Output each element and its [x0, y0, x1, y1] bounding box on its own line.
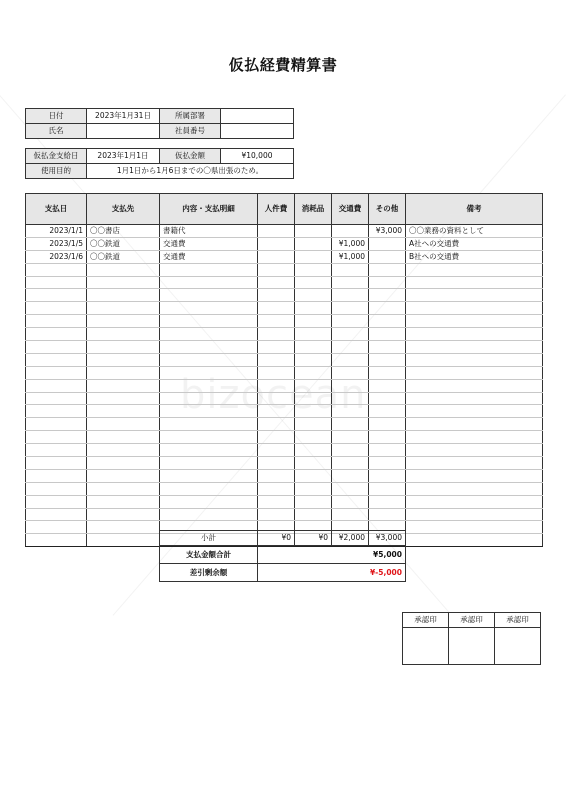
table-row: [26, 353, 543, 366]
cell-personnel[interactable]: [258, 341, 295, 354]
cell-transport[interactable]: [332, 379, 369, 392]
purpose-field[interactable]: 1月1日から1月6日までの〇県出張のため。: [87, 164, 294, 179]
total-label: 支払金額合計: [160, 546, 258, 564]
cell-detail[interactable]: [160, 418, 258, 431]
cell-transport[interactable]: [332, 353, 369, 366]
cell-other[interactable]: [369, 418, 406, 431]
cell-date[interactable]: [26, 263, 87, 276]
cell-supplies[interactable]: [295, 379, 332, 392]
cell-detail[interactable]: 交通費: [160, 250, 258, 263]
cell-supplies[interactable]: [295, 237, 332, 250]
cell-note[interactable]: B社への交通費: [406, 250, 543, 263]
cell-payee[interactable]: [87, 289, 160, 302]
cell-date[interactable]: [26, 469, 87, 482]
cell-transport[interactable]: [332, 469, 369, 482]
table-row: [26, 405, 543, 418]
stamp-label: 承認印: [403, 613, 449, 628]
cell-personnel[interactable]: [258, 444, 295, 457]
cell-supplies[interactable]: [295, 341, 332, 354]
cell-transport[interactable]: [332, 457, 369, 470]
dept-field[interactable]: [221, 109, 294, 124]
table-row: [26, 289, 543, 302]
cell-transport[interactable]: [332, 418, 369, 431]
cell-payee[interactable]: [87, 457, 160, 470]
cell-transport[interactable]: [332, 495, 369, 508]
cell-payee[interactable]: [87, 366, 160, 379]
cell-supplies[interactable]: [295, 495, 332, 508]
cell-note[interactable]: [406, 444, 543, 457]
cell-detail[interactable]: [160, 328, 258, 341]
name-field[interactable]: [87, 124, 160, 139]
advance-amount-field[interactable]: ¥10,000: [221, 149, 294, 164]
cell-detail[interactable]: [160, 276, 258, 289]
cell-detail[interactable]: [160, 495, 258, 508]
cell-supplies[interactable]: [295, 457, 332, 470]
cell-other[interactable]: [369, 263, 406, 276]
cell-payee[interactable]: [87, 353, 160, 366]
cell-date[interactable]: [26, 405, 87, 418]
cell-other[interactable]: [369, 302, 406, 315]
table-row: [26, 341, 543, 354]
cell-note[interactable]: [406, 405, 543, 418]
table-row: [26, 508, 543, 521]
cell-detail[interactable]: [160, 431, 258, 444]
cell-date[interactable]: 2023/1/6: [26, 250, 87, 263]
cell-other[interactable]: [369, 379, 406, 392]
cell-payee[interactable]: [87, 315, 160, 328]
cell-supplies[interactable]: [295, 508, 332, 521]
cell-personnel[interactable]: [258, 405, 295, 418]
cell-supplies[interactable]: [295, 366, 332, 379]
cell-detail[interactable]: 交通費: [160, 237, 258, 250]
cell-detail[interactable]: [160, 302, 258, 315]
cell-note[interactable]: [406, 431, 543, 444]
cell-personnel[interactable]: [258, 379, 295, 392]
cell-other[interactable]: [369, 457, 406, 470]
cell-payee[interactable]: [87, 534, 160, 547]
cell-date[interactable]: [26, 444, 87, 457]
cell-date[interactable]: [26, 341, 87, 354]
cell-note[interactable]: [406, 276, 543, 289]
cell-payee[interactable]: [87, 521, 160, 534]
table-row: [26, 302, 543, 315]
subtotal-other: ¥3,000: [369, 531, 406, 546]
cell-transport[interactable]: [332, 392, 369, 405]
stamp-box[interactable]: [403, 628, 449, 665]
table-row: [26, 469, 543, 482]
cell-other[interactable]: [369, 250, 406, 263]
cell-date[interactable]: [26, 276, 87, 289]
cell-transport[interactable]: [332, 431, 369, 444]
cell-personnel[interactable]: [258, 353, 295, 366]
cell-payee[interactable]: [87, 392, 160, 405]
cell-other[interactable]: [369, 444, 406, 457]
cell-date[interactable]: [26, 315, 87, 328]
summary-table: [159, 530, 406, 582]
cell-note[interactable]: [406, 457, 543, 470]
page-title: 仮払経費精算書: [228, 56, 338, 74]
table-row: [26, 418, 543, 431]
cell-transport[interactable]: [332, 302, 369, 315]
cell-date[interactable]: [26, 418, 87, 431]
cell-note[interactable]: [406, 534, 543, 547]
cell-note[interactable]: [406, 328, 543, 341]
cell-detail[interactable]: [160, 366, 258, 379]
date-label: 日付: [26, 109, 87, 124]
table-row: [26, 379, 543, 392]
cell-detail[interactable]: [160, 482, 258, 495]
cell-other[interactable]: [369, 328, 406, 341]
cell-note[interactable]: [406, 366, 543, 379]
cell-detail[interactable]: [160, 392, 258, 405]
cell-detail[interactable]: [160, 263, 258, 276]
table-row: [26, 495, 543, 508]
cell-date[interactable]: [26, 328, 87, 341]
col-header-detail: 内容・支払明細: [160, 194, 258, 225]
cell-other[interactable]: ¥3,000: [369, 225, 406, 238]
cell-other[interactable]: [369, 289, 406, 302]
cell-date[interactable]: [26, 379, 87, 392]
cell-transport[interactable]: [332, 276, 369, 289]
cell-payee[interactable]: 〇〇鉄道: [87, 250, 160, 263]
cell-transport[interactable]: [332, 482, 369, 495]
cell-payee[interactable]: [87, 444, 160, 457]
cell-note[interactable]: [406, 482, 543, 495]
cell-personnel[interactable]: [258, 508, 295, 521]
cell-personnel[interactable]: [258, 457, 295, 470]
cell-supplies[interactable]: [295, 482, 332, 495]
table-row: [26, 263, 543, 276]
cell-payee[interactable]: [87, 379, 160, 392]
cell-date[interactable]: 2023/1/1: [26, 225, 87, 238]
cell-supplies[interactable]: [295, 328, 332, 341]
cell-personnel[interactable]: [258, 328, 295, 341]
cell-other[interactable]: [369, 392, 406, 405]
table-row: [26, 225, 543, 238]
cell-transport[interactable]: [332, 444, 369, 457]
subtotal-label: 小計: [160, 531, 258, 546]
cell-supplies[interactable]: [295, 250, 332, 263]
cell-detail[interactable]: [160, 444, 258, 457]
stamp-label: 承認印: [449, 613, 495, 628]
cell-transport[interactable]: [332, 341, 369, 354]
info-table-advance: [25, 148, 294, 179]
cell-detail[interactable]: [160, 341, 258, 354]
cell-detail[interactable]: [160, 379, 258, 392]
cell-detail[interactable]: [160, 457, 258, 470]
cell-personnel[interactable]: [258, 276, 295, 289]
cell-note[interactable]: [406, 315, 543, 328]
table-row: [26, 328, 543, 341]
cell-personnel[interactable]: [258, 225, 295, 238]
cell-transport[interactable]: [332, 405, 369, 418]
total-value: ¥5,000: [258, 546, 406, 564]
cell-supplies[interactable]: [295, 263, 332, 276]
cell-personnel[interactable]: [258, 495, 295, 508]
cell-note[interactable]: [406, 263, 543, 276]
cell-other[interactable]: [369, 341, 406, 354]
stamp-box[interactable]: [449, 628, 495, 665]
cell-supplies[interactable]: [295, 431, 332, 444]
cell-personnel[interactable]: [258, 302, 295, 315]
cell-personnel[interactable]: [258, 289, 295, 302]
col-header-supplies: 消耗品: [295, 194, 332, 225]
info-table-basic: [25, 108, 294, 139]
cell-note[interactable]: [406, 392, 543, 405]
cell-payee[interactable]: 〇〇鉄道: [87, 237, 160, 250]
cell-note[interactable]: [406, 508, 543, 521]
cell-transport[interactable]: [332, 225, 369, 238]
cell-payee[interactable]: [87, 418, 160, 431]
cell-transport[interactable]: [332, 315, 369, 328]
cell-note[interactable]: [406, 418, 543, 431]
cell-date[interactable]: 2023/1/5: [26, 237, 87, 250]
date-field[interactable]: 2023年1月31日: [87, 109, 160, 124]
name-label: 氏名: [26, 124, 87, 139]
table-row: [26, 444, 543, 457]
cell-transport[interactable]: [332, 289, 369, 302]
advance-date-field[interactable]: 2023年1月1日: [87, 149, 160, 164]
cell-other[interactable]: [369, 495, 406, 508]
cell-detail[interactable]: [160, 469, 258, 482]
cell-transport[interactable]: [332, 263, 369, 276]
cell-note[interactable]: [406, 341, 543, 354]
cell-date[interactable]: [26, 353, 87, 366]
subtotal-supplies: ¥0: [295, 531, 332, 546]
subtotal-transport: ¥2,000: [332, 531, 369, 546]
cell-date[interactable]: [26, 457, 87, 470]
employee-number-label: 社員番号: [160, 124, 221, 139]
cell-supplies[interactable]: [295, 353, 332, 366]
cell-personnel[interactable]: [258, 366, 295, 379]
advance-date-label: 仮払金支給日: [26, 149, 87, 164]
cell-detail[interactable]: [160, 315, 258, 328]
cell-date[interactable]: [26, 482, 87, 495]
cell-personnel[interactable]: [258, 469, 295, 482]
table-row: [26, 431, 543, 444]
cell-other[interactable]: [369, 431, 406, 444]
cell-note[interactable]: [406, 495, 543, 508]
cell-transport[interactable]: ¥1,000: [332, 237, 369, 250]
cell-supplies[interactable]: [295, 418, 332, 431]
cell-other[interactable]: [369, 482, 406, 495]
cell-note[interactable]: A社への交通費: [406, 237, 543, 250]
cell-date[interactable]: [26, 392, 87, 405]
cell-payee[interactable]: [87, 508, 160, 521]
cell-date[interactable]: [26, 534, 87, 547]
cell-other[interactable]: [369, 366, 406, 379]
cell-detail[interactable]: [160, 405, 258, 418]
cell-detail[interactable]: 書籍代: [160, 225, 258, 238]
balance-label: 差引剰余額: [160, 564, 258, 582]
cell-other[interactable]: [369, 508, 406, 521]
cell-note[interactable]: [406, 289, 543, 302]
table-row: [26, 392, 543, 405]
col-header-date: 支払日: [26, 194, 87, 225]
cell-supplies[interactable]: [295, 444, 332, 457]
stamp-box[interactable]: [495, 628, 541, 665]
cell-personnel[interactable]: [258, 263, 295, 276]
cell-transport[interactable]: ¥1,000: [332, 250, 369, 263]
cell-personnel[interactable]: [258, 250, 295, 263]
cell-detail[interactable]: [160, 508, 258, 521]
cell-date[interactable]: [26, 366, 87, 379]
cell-date[interactable]: [26, 431, 87, 444]
cell-supplies[interactable]: [295, 392, 332, 405]
cell-note[interactable]: [406, 469, 543, 482]
cell-payee[interactable]: [87, 431, 160, 444]
cell-personnel[interactable]: [258, 431, 295, 444]
cell-date[interactable]: [26, 521, 87, 534]
table-row: [26, 276, 543, 289]
cell-other[interactable]: [369, 315, 406, 328]
table-row: [26, 457, 543, 470]
advance-amount-label: 仮払金額: [160, 149, 221, 164]
cell-personnel[interactable]: [258, 482, 295, 495]
dept-label: 所属部署: [160, 109, 221, 124]
table-row: [26, 366, 543, 379]
cell-payee[interactable]: [87, 495, 160, 508]
cell-note[interactable]: [406, 302, 543, 315]
cell-personnel[interactable]: [258, 418, 295, 431]
cell-transport[interactable]: [332, 366, 369, 379]
cell-supplies[interactable]: [295, 315, 332, 328]
cell-date[interactable]: [26, 289, 87, 302]
cell-personnel[interactable]: [258, 237, 295, 250]
watermark-text: bizocean: [180, 372, 367, 418]
cell-date[interactable]: [26, 495, 87, 508]
cell-payee[interactable]: [87, 341, 160, 354]
cell-date[interactable]: [26, 302, 87, 315]
approval-stamps: [402, 612, 541, 665]
table-row: [26, 237, 543, 250]
cell-payee[interactable]: [87, 328, 160, 341]
employee-number-field[interactable]: [221, 124, 294, 139]
table-row: [26, 315, 543, 328]
cell-detail[interactable]: [160, 353, 258, 366]
col-header-transport: 交通費: [332, 194, 369, 225]
cell-other[interactable]: [369, 353, 406, 366]
table-row: [26, 482, 543, 495]
cell-date[interactable]: [26, 508, 87, 521]
cell-transport[interactable]: [332, 508, 369, 521]
purpose-label: 使用目的: [26, 164, 87, 179]
table-row: [26, 250, 543, 263]
cell-note[interactable]: 〇〇業務の資料として: [406, 225, 543, 238]
cell-note[interactable]: [406, 521, 543, 534]
table-header-row: [26, 194, 543, 225]
cell-other[interactable]: [369, 405, 406, 418]
balance-value: ¥-5,000: [258, 564, 406, 582]
cell-other[interactable]: [369, 237, 406, 250]
col-header-payee: 支払先: [87, 194, 160, 225]
col-header-note: 備考: [406, 194, 543, 225]
expense-table: [25, 193, 543, 547]
col-header-personnel: 人件費: [258, 194, 295, 225]
cell-note[interactable]: [406, 353, 543, 366]
cell-payee[interactable]: [87, 482, 160, 495]
cell-payee[interactable]: [87, 263, 160, 276]
cell-transport[interactable]: [332, 328, 369, 341]
cell-supplies[interactable]: [295, 225, 332, 238]
subtotal-personnel: ¥0: [258, 531, 295, 546]
stamp-label: 承認印: [495, 613, 541, 628]
cell-detail[interactable]: [160, 289, 258, 302]
cell-other[interactable]: [369, 469, 406, 482]
cell-supplies[interactable]: [295, 302, 332, 315]
cell-note[interactable]: [406, 379, 543, 392]
cell-payee[interactable]: 〇〇書店: [87, 225, 160, 238]
cell-payee[interactable]: [87, 276, 160, 289]
cell-personnel[interactable]: [258, 392, 295, 405]
cell-supplies[interactable]: [295, 276, 332, 289]
cell-payee[interactable]: [87, 302, 160, 315]
cell-supplies[interactable]: [295, 405, 332, 418]
cell-supplies[interactable]: [295, 469, 332, 482]
cell-payee[interactable]: [87, 405, 160, 418]
cell-payee[interactable]: [87, 469, 160, 482]
cell-supplies[interactable]: [295, 289, 332, 302]
cell-other[interactable]: [369, 276, 406, 289]
cell-personnel[interactable]: [258, 315, 295, 328]
col-header-other: その他: [369, 194, 406, 225]
